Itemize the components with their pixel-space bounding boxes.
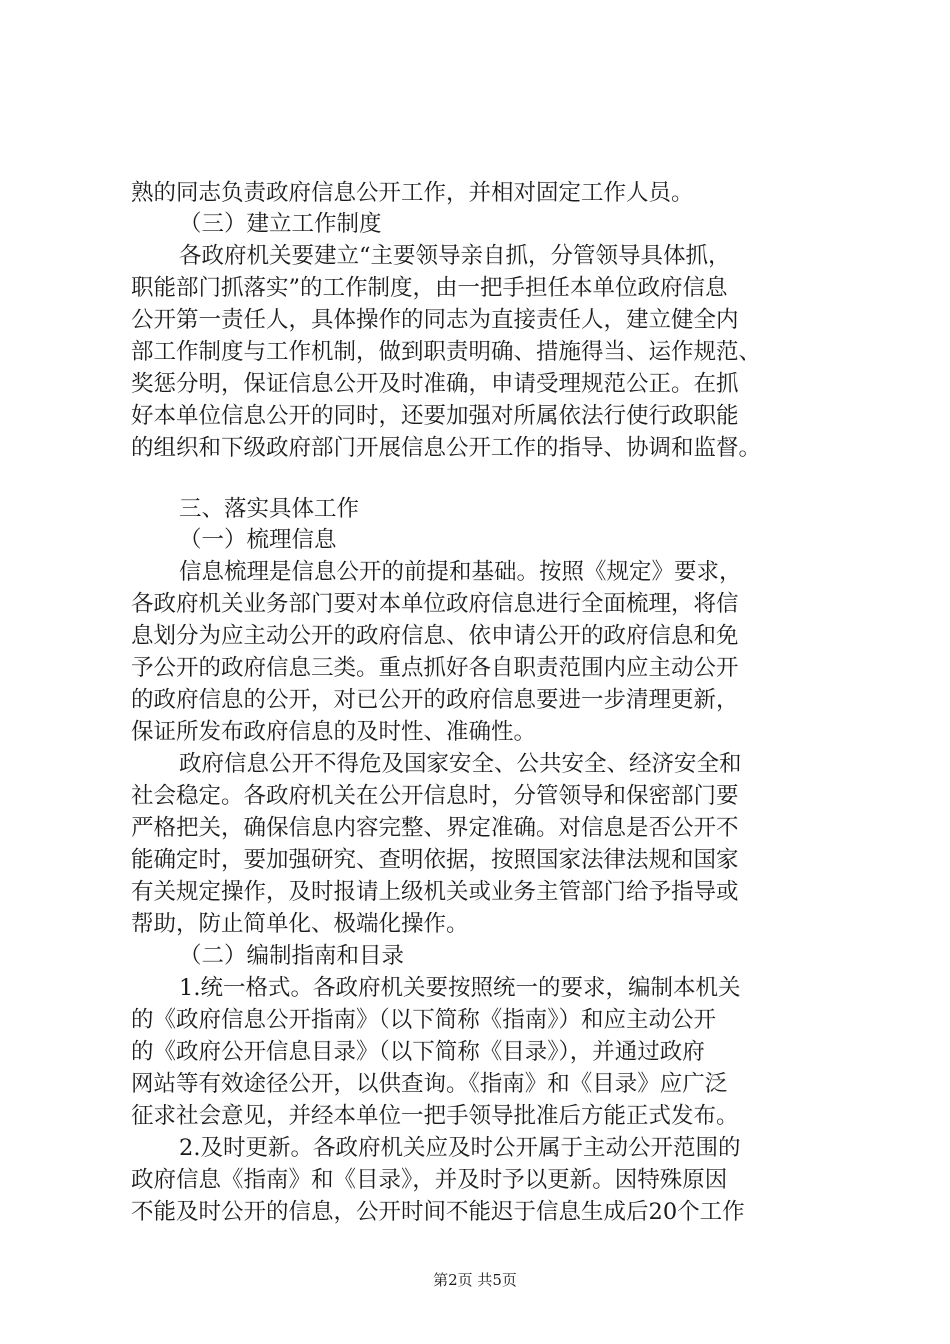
text-line: 的组织和下级政府部门开展信息公开工作的指导、协调和监督。 — [131, 435, 762, 461]
text-line: 征求社会意见，并经本单位一把手领导批准后方能正式发布。 — [131, 1103, 739, 1129]
text-line: 职能部门抓落实”的工作制度，由一把手担任本单位政府信息 — [131, 275, 728, 301]
text-line: 息划分为应主动公开的政府信息、依申请公开的政府信息和免 — [131, 623, 739, 649]
text-line: 各政府机关业务部门要对本单位政府信息进行全面梳理，将信 — [131, 591, 739, 617]
chapter-heading: 三、落实具体工作 — [179, 496, 360, 522]
text-line: 部工作制度与工作机制，做到职责明确、措施得当、运作规范、 — [131, 339, 762, 365]
text-line: 政府信息公开不得危及国家安全、公共安全、经济安全和 — [179, 751, 742, 777]
text-line: 各政府机关要建立“主要领导亲自抓，分管领导具体抓， — [179, 243, 731, 269]
text-line: 好本单位信息公开的同时，还要加强对所属依法行使行政职能 — [131, 403, 739, 429]
text-line: 公开第一责任人，具体操作的同志为直接责任人，建立健全内 — [131, 307, 739, 333]
text-line: 网站等有效途径公开，以供查询。《指南》和《目录》应广泛 — [131, 1071, 728, 1097]
section-heading: （一）梳理信息 — [179, 527, 337, 553]
text-line: 严格把关，确保信息内容完整、界定准确。对信息是否公开不 — [131, 815, 739, 841]
text-line: 的《政府信息公开指南》（以下简称《指南》）和应主动公开 — [131, 1007, 717, 1033]
text-line: 奖惩分明，保证信息公开及时准确，申请受理规范公正。在抓 — [131, 371, 739, 397]
text-line: 予公开的政府信息三类。重点抓好各自职责范围内应主动公开 — [131, 655, 739, 681]
text-line: 的《政府公开信息目录》（以下简称《目录》），并通过政府 — [131, 1039, 705, 1065]
text-line: 有关规定操作，及时报请上级机关或业务主管部门给予指导或 — [131, 879, 739, 905]
page-number: 第2页 共5页 — [433, 1271, 517, 1289]
text-line: 的政府信息的公开，对已公开的政府信息要进一步清理更新， — [131, 687, 739, 713]
text-line: 保证所发布政府信息的及时性、准确性。 — [131, 719, 537, 745]
section-heading: （三）建立工作制度 — [179, 211, 382, 237]
text-line: 1.统一格式。各政府机关要按照统一的要求，编制本机关 — [179, 975, 741, 1001]
section-heading: （二）编制指南和目录 — [179, 943, 405, 969]
text-line: 熟的同志负责政府信息公开工作，并相对固定工作人员。 — [131, 180, 694, 206]
text-line: 社会稳定。各政府机关在公开信息时，分管领导和保密部门要 — [131, 783, 739, 809]
text-line: 不能及时公开的信息，公开时间不能迟于信息生成后20个工作 — [131, 1199, 745, 1225]
text-line: 能确定时，要加强研究、查明依据，按照国家法律法规和国家 — [131, 847, 739, 873]
text-line: 帮助，防止简单化、极端化操作。 — [131, 911, 469, 937]
text-line: 信息梳理是信息公开的前提和基础。按照《规定》要求， — [179, 559, 742, 585]
text-line: 政府信息《指南》和《目录》，并及时予以更新。因特殊原因 — [131, 1167, 728, 1193]
text-line: 2.及时更新。各政府机关应及时公开属于主动公开范围的 — [179, 1135, 741, 1161]
